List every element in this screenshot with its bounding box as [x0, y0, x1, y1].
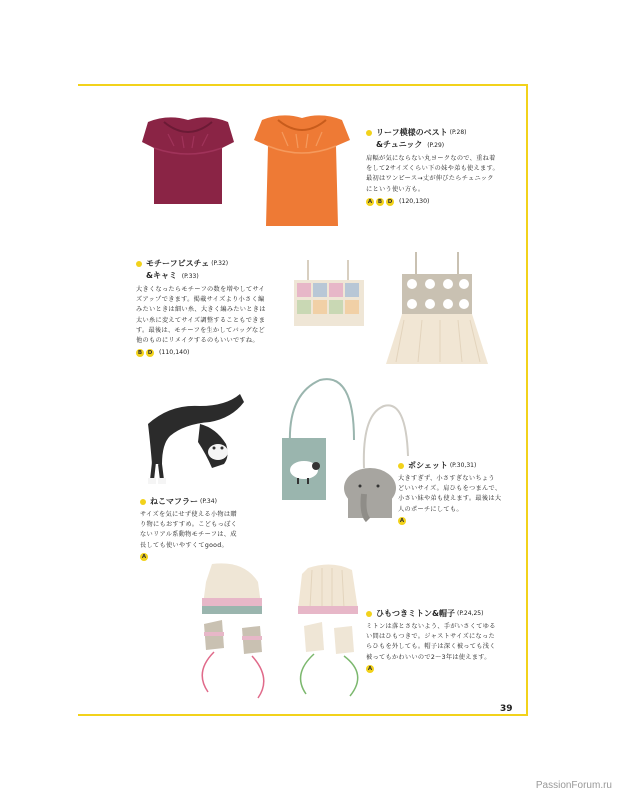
cami-dress-photo: [382, 250, 492, 368]
cat-muffler-line-3: ないリアル系動物モチーフは、成: [140, 531, 237, 539]
pochette-line-3: 小さい妹や弟も使えます。最後は大: [398, 495, 502, 503]
cat-muffler-page-ref: (P.34): [200, 498, 217, 505]
tunic-page-ref: (P.29): [427, 142, 445, 149]
motif-bustier-line-6: 他のものにリメイクするのもいいですね。: [136, 337, 259, 345]
cat-muffler-line-1: サイズを気にせず使える小物は贈: [140, 511, 237, 518]
pochette-section: [398, 460, 522, 525]
bullet-dot-icon: [140, 499, 146, 505]
leaf-vest-subtitle: [366, 139, 516, 152]
bullet-dot-icon: [366, 130, 372, 136]
bullet-dot-icon: [136, 261, 142, 267]
burgundy-vest-photo: [138, 112, 238, 212]
cami-subtitle-text: &キャミ: [146, 271, 177, 280]
cat-muffler-section: [140, 496, 270, 561]
leaf-vest-line-2: をして2サイズくらい下の妹や弟も使えます。: [366, 165, 499, 173]
bullet-dot-icon: [398, 463, 404, 469]
bullet-dot-icon: [366, 611, 372, 617]
mittens-hat-title: [366, 608, 516, 620]
frame-right-line: [526, 84, 528, 716]
cat-muffler-photo: [140, 384, 250, 494]
motif-bustier-section: [136, 258, 286, 358]
granny-square-bustier-photo: [290, 258, 368, 330]
motif-bustier-line-3: みたいときは細い糸、大きく編みたいときは: [136, 306, 266, 314]
fair-isle-hat-and-mittens-photo: [184, 562, 280, 702]
motif-bustier-size-badges: [136, 348, 286, 358]
size-badge: D: [147, 350, 153, 357]
pochette-size-badges: [398, 517, 522, 525]
mittens-hat-line-2: い間はひもつきで。ジャストサイズになった: [366, 633, 496, 641]
motif-bustier-line-1: 大きくなったらモチーフの数を増やしてサイ: [136, 286, 266, 293]
cat-muffler-description: [140, 510, 270, 551]
mittens-hat-line-3: らひもを外しても。帽子は深く被っても浅く: [366, 643, 496, 651]
leaf-vest-line-4: にという使い方も。: [366, 185, 425, 193]
striped-hat-and-mittens-photo: [284, 562, 376, 702]
cat-muffler-title: [140, 496, 270, 508]
motif-bustier-description: [136, 285, 286, 346]
motif-bustier-subtitle: [136, 270, 286, 283]
mittens-hat-size-badges: [366, 665, 516, 673]
size-badge: A: [141, 553, 147, 560]
leaf-vest-section: [366, 127, 516, 207]
pochette-title-text: ポシェット: [408, 461, 448, 470]
leaf-vest-title-text: リーフ模様のベスト: [376, 128, 448, 137]
orange-tunic-photo: [250, 112, 354, 232]
motif-bustier-line-5: す。最後は、モチーフを生かしてバッグなど: [136, 326, 265, 334]
motif-bustier-title-text: モチーフビスチェ: [146, 259, 210, 268]
frame-top-line: [78, 84, 528, 86]
pochette-description: [398, 474, 522, 515]
size-badge: B: [137, 350, 143, 357]
site-watermark: PassionForum.ru: [535, 780, 612, 791]
leaf-vest-page-ref: (P.28): [449, 129, 467, 136]
frame-bottom-line: [78, 714, 528, 716]
mittens-hat-line-1: ミトンは落とさないよう、手がいさくてゆる: [366, 623, 496, 630]
cat-muffler-line-2: り物にもおすすめ。こどもっぽく: [140, 521, 238, 529]
cami-page-ref: (P.33): [181, 273, 199, 280]
motif-bustier-sizes: (110,140): [159, 349, 190, 357]
pochette-line-1: 大きすぎず、小さすぎないちょう: [398, 475, 495, 482]
size-badge: A: [367, 665, 373, 672]
leaf-vest-sizes: (120,130): [399, 197, 430, 205]
motif-bustier-line-2: ズアップできます。掲載サイズより小さく編: [136, 296, 265, 304]
cat-muffler-title-text: ねこマフラー: [150, 497, 198, 506]
pochette-line-4: 人のポーチにしても。: [398, 505, 463, 513]
leaf-vest-title: [366, 127, 516, 139]
cat-muffler-size-badges: [140, 553, 270, 561]
mittens-hat-section: [366, 608, 516, 673]
leaf-vest-line-3: 最初はワンピース→丈が伸びたらチュニック: [366, 175, 494, 183]
leaf-vest-description: [366, 154, 516, 195]
size-badge: A: [399, 517, 405, 524]
page-number: 39: [500, 704, 513, 714]
mittens-hat-page-ref: (P.24,25): [456, 610, 484, 617]
mittens-hat-line-4: 被ってもかわいいので2～3年は使えます。: [366, 653, 491, 661]
motif-bustier-line-4: 太い糸に変えてサイズ調整することもできま: [136, 316, 266, 324]
leaf-vest-size-badges: [366, 197, 516, 207]
pochette-title: [398, 460, 522, 472]
size-badge: B: [377, 198, 383, 205]
size-badge: D: [387, 198, 393, 205]
mittens-hat-description: [366, 622, 516, 663]
mittens-hat-title-text: ひもつきミトン&帽子: [376, 609, 455, 618]
pochette-line-2: どいいサイズ。肩ひもをつまんで、: [398, 485, 502, 493]
tunic-subtitle-text: &チュニック: [376, 140, 423, 149]
motif-bustier-page-ref: (P.32): [211, 260, 229, 267]
motif-bustier-title: [136, 258, 286, 270]
size-badge: A: [367, 198, 373, 205]
leaf-vest-line-1: 肩幅が気にならない丸ヨークなので、重ね着: [366, 155, 496, 162]
cat-muffler-line-4: 長しても使いやすくてgood。: [140, 541, 228, 549]
pochette-page-ref: (P.30,31): [449, 462, 477, 469]
